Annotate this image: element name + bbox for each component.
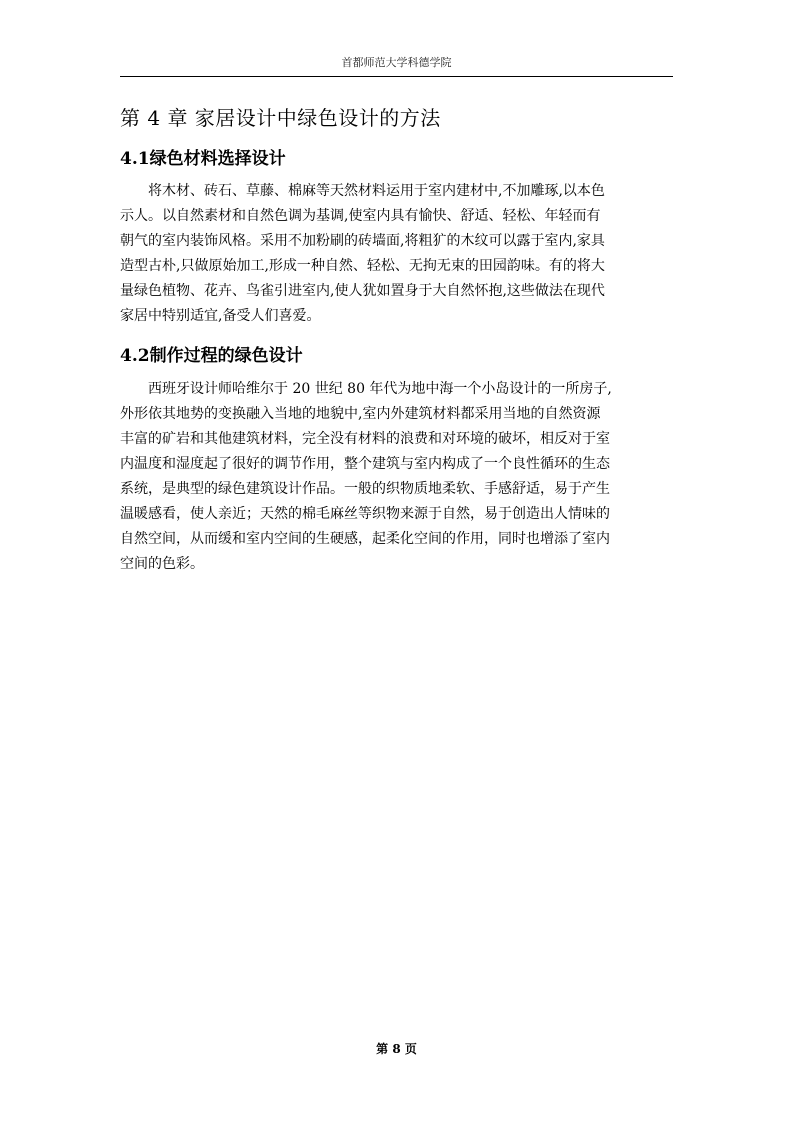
section-4-1-body [120,179,673,329]
paragraph-line: 量绿色植物、花卉、鸟雀引进室内,使人犹如置身于大自然怀抱,这些做法在现代 [120,283,605,299]
paragraph-line: 将木材、砖石、草藤、棉麻等天然材料运用于室内建材中,不加雕琢,以本色 [148,183,605,199]
section-title-4-1: 4.1绿色材料选择设计 [120,149,286,169]
chapter-title: 第 4 章 家居设计中绿色设计的方法 [120,106,441,130]
paragraph-line: 示人。以自然素材和自然色调为基调,使室内具有愉快、舒适、轻松、年轻而有 [120,208,601,224]
paragraph-line: 系统，是典型的绿色建筑设计作品。一般的织物质地柔软、手感舒适，易于产生 [120,481,610,497]
paragraph-line: 自然空间，从而缓和室内空间的生硬感，起柔化空间的作用，同时也增添了室内 [120,531,610,547]
page-number: 第 8 页 [376,1042,417,1056]
paragraph-line: 温暖感看，使人亲近；天然的棉毛麻丝等织物来源于自然，易于创造出人情味的 [120,506,610,522]
paragraph-line: 丰富的矿岩和其他建筑材料，完全没有材料的浪费和对环境的破坏，相反对于室 [120,431,610,447]
paragraph-line: 造型古朴,只做原始加工,形成一种自然、轻松、无拘无束的田园韵味。有的将大 [120,258,605,274]
paragraph-line: 内温度和湿度起了很好的调节作用，整个建筑与室内构成了一个良性循环的生态 [120,456,610,472]
paragraph-line: 外形依其地势的变换融入当地的地貌中,室内外建筑材料都采用当地的自然资源 [120,406,601,422]
paragraph-line: 朝气的室内装饰风格。采用不加粉刷的砖墙面,将粗犷的木纹可以露于室内,家具 [120,233,605,249]
page-header [120,56,673,77]
paragraph-line: 家居中特别适宜,备受人们喜爱。 [120,308,321,324]
section-4-2-body [120,377,673,577]
header-institution: 首都师范大学科德学院 [341,56,452,69]
section-title-4-2: 4.2制作过程的绿色设计 [120,346,303,366]
paragraph-line: 空间的色彩。 [120,556,204,572]
paragraph-line: 西班牙设计师哈维尔于 20 世纪 80 年代为地中海一个小岛设计的一所房子, [148,381,612,397]
page-footer [0,1040,793,1058]
